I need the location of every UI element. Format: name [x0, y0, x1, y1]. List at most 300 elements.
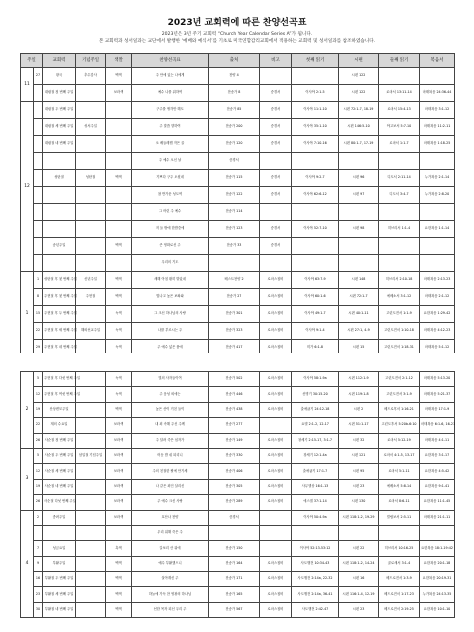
reading2-cell: 고린도전서 1:18-31 [379, 340, 420, 357]
color-cell: 녹색 [106, 372, 132, 387]
reading2-cell: 고린도후서 5:20b-6:10 [379, 418, 420, 433]
source-cell: 찬송가 123 [209, 221, 260, 238]
color-cell: 보라색 [106, 464, 132, 479]
day-cell [34, 238, 43, 255]
source-cell: 증경서 [209, 510, 260, 525]
reading1-cell: 이사야 52:13-53:12 [292, 541, 339, 556]
gospel-cell: 누가복음 2:1-14 [420, 170, 455, 187]
gospel-cell: 마태복음 3:1-12 [420, 102, 455, 119]
reading1-cell: 이사야 9:1-4 [292, 323, 339, 340]
color-cell: 보라색 [106, 418, 132, 433]
special-cell [76, 85, 106, 102]
reading2-cell [379, 153, 420, 170]
color-cell: 보라색 [106, 85, 132, 102]
header-psalm: 시편 [339, 54, 379, 68]
season-cell: 주현절 후 두 번째 주일 [43, 306, 76, 323]
psalm-cell: 시편 130 [339, 495, 379, 510]
season-cell: 사순절 세 번째 주일 [43, 464, 76, 479]
header-song: 찬양선곡표 [132, 54, 209, 68]
song-cell: 내 죄 속해 주신 주께 [132, 418, 209, 433]
song-cell: 주 예수 넓은 품에 [132, 340, 209, 357]
table-row [21, 204, 455, 221]
note-cell: 로마스침비 [260, 602, 292, 617]
reading2-cell: 로마서 13:11-14 [379, 85, 420, 102]
source-cell: 찬송가 567 [209, 602, 260, 617]
source-cell: 찬송가 115 [209, 170, 260, 187]
table-row [21, 541, 455, 556]
month-cell: 1 [21, 272, 34, 357]
reading1-cell: 사도행전 2:14a, 36-41 [292, 587, 339, 602]
season-cell [43, 525, 76, 540]
song-cell: 그 크신 하나님의 사랑 [132, 306, 209, 323]
psalm-cell: 시편 22 [339, 541, 379, 556]
season-cell [43, 255, 76, 272]
reading1-cell: 이사야 49:1-7 [292, 306, 339, 323]
day-cell [34, 187, 43, 204]
psalm-cell: 시편 72:1-7 [339, 289, 379, 306]
psalm-cell: 시편 95 [339, 464, 379, 479]
season-cell: 대림절 네 번째 주일 [43, 136, 76, 153]
note-cell: 증경서 [260, 187, 292, 204]
psalm-cell: 시편 96 [339, 170, 379, 187]
note-cell: 증경서 [260, 136, 292, 153]
season-cell: 성금요일 [43, 541, 76, 556]
song-cell: 하늘에 가득 찬 영광의 하나님 [132, 587, 209, 602]
reading1-cell [292, 238, 339, 255]
source-cell: 찬송가 277 [209, 418, 260, 433]
season-cell: 사순절 첫 번째 주일 [43, 433, 76, 448]
table-row [21, 495, 455, 510]
color-cell: 녹색 [106, 306, 132, 323]
source-cell: 찬양 4 [209, 68, 260, 85]
gospel-cell [420, 204, 455, 221]
month-cell: 2 [21, 372, 34, 449]
day-cell: 5 [34, 448, 43, 463]
source-cell: 찬송가 406 [209, 464, 260, 479]
table-row [21, 525, 455, 540]
season-cell [43, 204, 76, 221]
season-cell: 재의 수요일 [43, 418, 76, 433]
special-cell [76, 255, 106, 272]
table-row [21, 272, 455, 289]
reading1-cell [292, 255, 339, 272]
source-cell: 증경서 [209, 153, 260, 170]
season-cell: 부활절 세 번째 주일 [43, 587, 76, 602]
song-cell: 주 예수 크신 사랑 [132, 495, 209, 510]
reading2-cell: 히브리서 1:1-4 [379, 221, 420, 238]
gospel-cell: 요한복음 4:5-42 [420, 464, 455, 479]
gospel-cell: 마태복음 2:1-12 [420, 289, 455, 306]
psalm-cell: 시편 98 [339, 221, 379, 238]
season-cell: 성탄절 [43, 170, 76, 187]
special-cell [76, 238, 106, 255]
season-cell: 대림절 세 번째 주일 [43, 119, 76, 136]
note-cell: 증경서 [260, 119, 292, 136]
psalm-cell: 시편 112:1-9 [339, 372, 379, 387]
gospel-cell: 마태복음 2:13-23 [420, 272, 455, 289]
reading1-cell: 사도행전 2:14a, 22-32 [292, 572, 339, 587]
color-cell [106, 136, 132, 153]
special-cell [76, 433, 106, 448]
day-cell [34, 85, 43, 102]
special-cell: 성탄절 [76, 170, 106, 187]
source-cell: 찬송가 438 [209, 402, 260, 417]
season-cell: 사순절 두 번째 주일 [43, 448, 76, 463]
special-cell [76, 372, 106, 387]
season-cell: 성탄절 후 첫 번째 주일 [43, 272, 76, 289]
table-row [21, 372, 455, 387]
reading1-cell: 이사야 50:4-9a [292, 510, 339, 525]
source-cell: 찬송가 289 [209, 495, 260, 510]
day-cell: 8 [34, 289, 43, 306]
reading2-cell: 로마서 4:1-5, 13-17 [379, 448, 420, 463]
song-cell: 주의 친절한 팔에 안기세 [132, 464, 209, 479]
special-cell [76, 479, 106, 494]
source-cell [209, 525, 260, 540]
reading1-cell: 요엘 2:1-2, 12-17 [292, 418, 339, 433]
reading1-cell: 미가 6:1-8 [292, 340, 339, 357]
gospel-cell: 마태복음 5:1-12 [420, 340, 455, 357]
psalm-cell: 시편 51:1-17 [339, 418, 379, 433]
reading1-cell: 이사야 9:2-7 [292, 170, 339, 187]
gospel-cell: 마태복음 24:36-44 [420, 85, 455, 102]
psalm-cell: 시편 32 [339, 433, 379, 448]
special-cell: 삼일절 기념주일 [76, 448, 106, 463]
day-cell [34, 255, 43, 272]
song-cell: 주 말씀 향하여 [132, 119, 209, 136]
note-cell [260, 541, 292, 556]
season-cell: 주현절 후 첫 번째 주일 [43, 289, 76, 306]
note-cell: 로마스침비 [260, 479, 292, 494]
reading2-cell: 히브리서 10:16-25 [379, 541, 420, 556]
psalm-cell [339, 525, 379, 540]
gospel-cell: 누가복음 2:8-20 [420, 187, 455, 204]
song-cell: 살아계신 주 [132, 572, 209, 587]
note-cell: 로마스침비 [260, 323, 292, 340]
month-cell: 12 [21, 102, 34, 272]
color-cell: 백색 [106, 402, 132, 417]
table-row [21, 136, 455, 153]
note-cell [260, 204, 292, 221]
reading2-cell: 베드로후서 1:16-21 [379, 402, 420, 417]
gospel-cell: 마태복음 17:1-9 [420, 402, 455, 417]
source-cell: 찬송가 150 [209, 541, 260, 556]
song-cell: 예수 부활했으니 [132, 556, 209, 571]
color-cell [106, 204, 132, 221]
gospel-cell: 마태복음 6:1-6, 16-21 [420, 418, 455, 433]
psalm-cell: 시편 23 [339, 602, 379, 617]
table-row [21, 572, 455, 587]
gospel-cell [420, 153, 455, 170]
reading2-cell: 로마서 5:12-19 [379, 433, 420, 448]
reading2-cell: 야고보서 5:7-10 [379, 119, 420, 136]
song-cell: 어둔 밤 쉬 되리니 [132, 448, 209, 463]
gospel-cell: 요한복음 3:1-17 [420, 448, 455, 463]
note-cell: 로마스침비 [260, 587, 292, 602]
day-cell: 2 [34, 510, 43, 525]
special-cell: 추수감사 [76, 68, 106, 85]
table-row [21, 587, 455, 602]
source-cell: 찬송가 8 [209, 85, 260, 102]
special-cell [76, 464, 106, 479]
reading1-cell [292, 204, 339, 221]
gospel-cell: 요한복음 20:19-31 [420, 572, 455, 587]
table-row [21, 387, 455, 402]
gospel-cell: 마태복음 5:13-20 [420, 372, 455, 387]
reading2-cell: 로마서 15:4-13 [379, 102, 420, 119]
note-cell: 증경서 [260, 238, 292, 255]
color-cell [106, 525, 132, 540]
color-cell: 녹색 [106, 387, 132, 402]
day-cell: 27 [34, 68, 43, 85]
special-cell [76, 418, 106, 433]
table-row [21, 255, 455, 272]
psalm-cell: 시편 146:5-10 [339, 119, 379, 136]
color-cell: 백색 [106, 272, 132, 289]
reading2-cell: 베드로전서 1:17-23 [379, 587, 420, 602]
header-reading1: 첫째 읽기 [292, 54, 339, 68]
day-cell: 9 [34, 556, 43, 571]
note-cell [260, 510, 292, 525]
reading2-cell: 에베소서 3:1-12 [379, 289, 420, 306]
table-row [21, 556, 455, 571]
song-cell: 빛나고 높은 보좌와 [132, 289, 209, 306]
reading1-cell: 창세기 2:15-17, 3:1-7 [292, 433, 339, 448]
reading1-cell: 사도행전 10:34-43 [292, 556, 339, 571]
day-cell [34, 525, 43, 540]
color-cell [106, 102, 132, 119]
day-cell: 12 [34, 464, 43, 479]
day-cell: 15 [34, 306, 43, 323]
song-cell: 큰 영화로신 주 [132, 238, 209, 255]
note-cell: 증경서 [260, 221, 292, 238]
season-cell [43, 153, 76, 170]
color-cell: 보라색 [106, 433, 132, 448]
day-cell: 26 [34, 495, 43, 510]
song-cell: 우리의 기도 [132, 255, 209, 272]
psalm-cell: 시편 40:1-11 [339, 306, 379, 323]
note-cell: 로마스침비 [260, 495, 292, 510]
season-cell: 주현절 후 네 번째 주일 [43, 340, 76, 357]
season-cell: 주현절 후 세 번째 주일 [43, 323, 76, 340]
season-cell: 왕국 [43, 68, 76, 85]
gospel-cell: 마태복음 4:12-23 [420, 323, 455, 340]
schedule-table-page-1 [20, 53, 455, 357]
color-cell: 보라색 [106, 448, 132, 463]
song-cell: 선한 목자 되신 우리 주 [132, 602, 209, 617]
day-cell: 16 [34, 572, 43, 587]
source-cell: 찬송가 502 [209, 372, 260, 387]
source-cell: 찬송가 33 [209, 238, 260, 255]
reading1-cell: 출애굽기 17:1-7 [292, 464, 339, 479]
table-row [21, 602, 455, 617]
table-row [21, 119, 455, 136]
note-cell: 로마스침비 [260, 289, 292, 306]
reading1-cell: 이사야 2:1-5 [292, 85, 339, 102]
gospel-cell: 요한복음 10:1-10 [420, 602, 455, 617]
reading2-cell [379, 255, 420, 272]
psalm-cell: 시편 118:1-2, 14-24 [339, 556, 379, 571]
table-row [21, 153, 455, 170]
psalm-cell [339, 238, 379, 255]
reading2-cell: 로마서 8:6-11 [379, 495, 420, 510]
psalm-cell [339, 153, 379, 170]
psalm-cell: 시편 15 [339, 340, 379, 357]
header-note: 비고 [260, 54, 292, 68]
song-cell: 새해 아침 환히 밝았네 [132, 272, 209, 289]
header-color: 색깔 [106, 54, 132, 68]
note-cell [260, 525, 292, 540]
special-cell [76, 306, 106, 323]
special-cell: 신년주일 [76, 272, 106, 289]
color-cell: 녹색 [106, 340, 132, 357]
day-cell: 26 [34, 433, 43, 448]
note-cell: 로마스침비 [260, 464, 292, 479]
page-gap [0, 353, 474, 367]
color-cell [106, 187, 132, 204]
psalm-cell: 시편 148 [339, 272, 379, 289]
source-cell: 찬송가 171 [209, 572, 260, 587]
note-cell: 로마스침비 [260, 572, 292, 587]
song-cell: 주 음성 외에는 [132, 387, 209, 402]
special-cell: 주현절 [76, 289, 106, 306]
psalm-cell: 시편 122 [339, 68, 379, 85]
song-cell: 주 예수 오신 날 [132, 153, 209, 170]
season-cell [43, 221, 76, 238]
special-cell [76, 602, 106, 617]
source-cell: 베스트찬양 2 [209, 272, 260, 289]
color-cell: 백색 [106, 68, 132, 85]
season-cell: 사순절 네 번째 주일 [43, 479, 76, 494]
color-cell: 보라색 [106, 495, 132, 510]
song-cell: 그 어린 주 예수 [132, 204, 209, 221]
special-cell [76, 204, 106, 221]
day-cell: 23 [34, 587, 43, 602]
color-cell: 보라색 [106, 479, 132, 494]
season-cell: 종려주일 [43, 510, 76, 525]
psalm-cell: 시편 80:1-7, 17-19 [339, 136, 379, 153]
day-cell [34, 204, 43, 221]
subtitle-line-1: 2023년은 3년 주기 교회력 “Church Year Calendar Series A”가 됩니다. [161, 32, 313, 37]
song-cell: 예수 나를 위하여 [132, 85, 209, 102]
reading2-cell [379, 68, 420, 85]
song-cell: 오 베들레헴 작은 골 [132, 136, 209, 153]
day-cell: 19 [34, 402, 43, 417]
gospel-cell [420, 525, 455, 540]
source-cell: 찬송가 120 [209, 136, 260, 153]
note-cell: 로마스침비 [260, 387, 292, 402]
reading2-cell: 베드로전서 2:19-25 [379, 602, 420, 617]
color-cell: 백색 [106, 587, 132, 602]
reading1-cell: 이사야 58:1-9a [292, 372, 339, 387]
note-cell: 증경서 [260, 102, 292, 119]
source-cell: 찬송가 85 [209, 102, 260, 119]
page-title: 2023년 교회력에 따른 찬양선곡표 [167, 18, 307, 28]
day-cell: 7 [34, 541, 43, 556]
color-cell [106, 153, 132, 170]
header-source: 출처 [209, 54, 260, 68]
source-cell: 찬송가 330 [209, 448, 260, 463]
special-cell [76, 221, 106, 238]
song-cell: 나를 부르시는 주 [132, 323, 209, 340]
season-cell: 산상변모주일 [43, 402, 76, 417]
song-cell: 나 같은 죄인 살리신 [132, 479, 209, 494]
day-cell [34, 136, 43, 153]
gospel-cell: 마태복음 1:18-25 [420, 136, 455, 153]
special-cell [76, 587, 106, 602]
reading2-cell: 로마서 5:1-11 [379, 464, 420, 479]
source-cell: 찬송가 200 [209, 119, 260, 136]
psalm-cell: 시편 23 [339, 479, 379, 494]
psalm-cell: 시편 2 [339, 402, 379, 417]
reading1-cell: 출애굽기 24:12-18 [292, 402, 339, 417]
gospel-cell: 마태복음 21:1-11 [420, 510, 455, 525]
reading1-cell: 사도행전 2:42-47 [292, 602, 339, 617]
reading2-cell [379, 525, 420, 540]
table-row [21, 289, 455, 306]
day-cell [34, 170, 43, 187]
source-cell: 찬송가 417 [209, 340, 260, 357]
day-cell: 19 [34, 479, 43, 494]
day-cell: 22 [34, 323, 43, 340]
song-cell: 우리 위해 죽은 주 [132, 525, 209, 540]
header-reading2: 둘째 읽기 [379, 54, 420, 68]
season-cell: 송년주일 [43, 238, 76, 255]
reading2-cell: 고린도전서 2:1-12 [379, 372, 420, 387]
color-cell: 백색 [106, 289, 132, 306]
table-row [21, 510, 455, 525]
song-cell: 참 반가운 성도여 [132, 187, 209, 204]
note-cell [260, 153, 292, 170]
reading1-cell [292, 153, 339, 170]
season-cell: 부활주일 [43, 556, 76, 571]
table-body-page-2 [21, 372, 455, 618]
gospel-cell: 요한복음 20:1-18 [420, 556, 455, 571]
song-cell: 높은 산이 거친 들이 [132, 402, 209, 417]
color-cell: 백색 [106, 602, 132, 617]
reading1-cell: 이사야 63:7-9 [292, 272, 339, 289]
reading1-cell: 에스겔 37:1-14 [292, 495, 339, 510]
table-row [21, 68, 455, 85]
color-cell: 흑색 [106, 541, 132, 556]
gospel-cell: 요한복음 9:1-41 [420, 479, 455, 494]
table-row [21, 102, 455, 119]
song-cell: 빛의 사자들이여 [132, 372, 209, 387]
psalm-cell: 시편 16 [339, 572, 379, 587]
table-row [21, 448, 455, 463]
gospel-cell: 마태복음 4:1-11 [420, 433, 455, 448]
special-cell: 해외선교주일 [76, 323, 106, 340]
song-cell: 갈보리 산 위에 [132, 541, 209, 556]
table-header-row [21, 54, 455, 68]
gospel-cell: 요한복음 18:1-19:42 [420, 541, 455, 556]
reading2-cell: 베드로전서 1:3-9 [379, 572, 420, 587]
special-cell [76, 153, 106, 170]
special-cell [76, 510, 106, 525]
reading1-cell: 이사야 7:10-16 [292, 136, 339, 153]
note-cell [260, 255, 292, 272]
reading2-cell [379, 204, 420, 221]
table-row [21, 306, 455, 323]
table-row [21, 402, 455, 417]
psalm-cell: 시편 121 [339, 448, 379, 463]
reading1-cell: 이사야 35:1-10 [292, 119, 339, 136]
color-cell: 백색 [106, 238, 132, 255]
psalm-cell: 시편 122 [339, 85, 379, 102]
table-row [21, 170, 455, 187]
psalm-cell: 시편 27:1, 4-9 [339, 323, 379, 340]
day-cell: 29 [34, 340, 43, 357]
